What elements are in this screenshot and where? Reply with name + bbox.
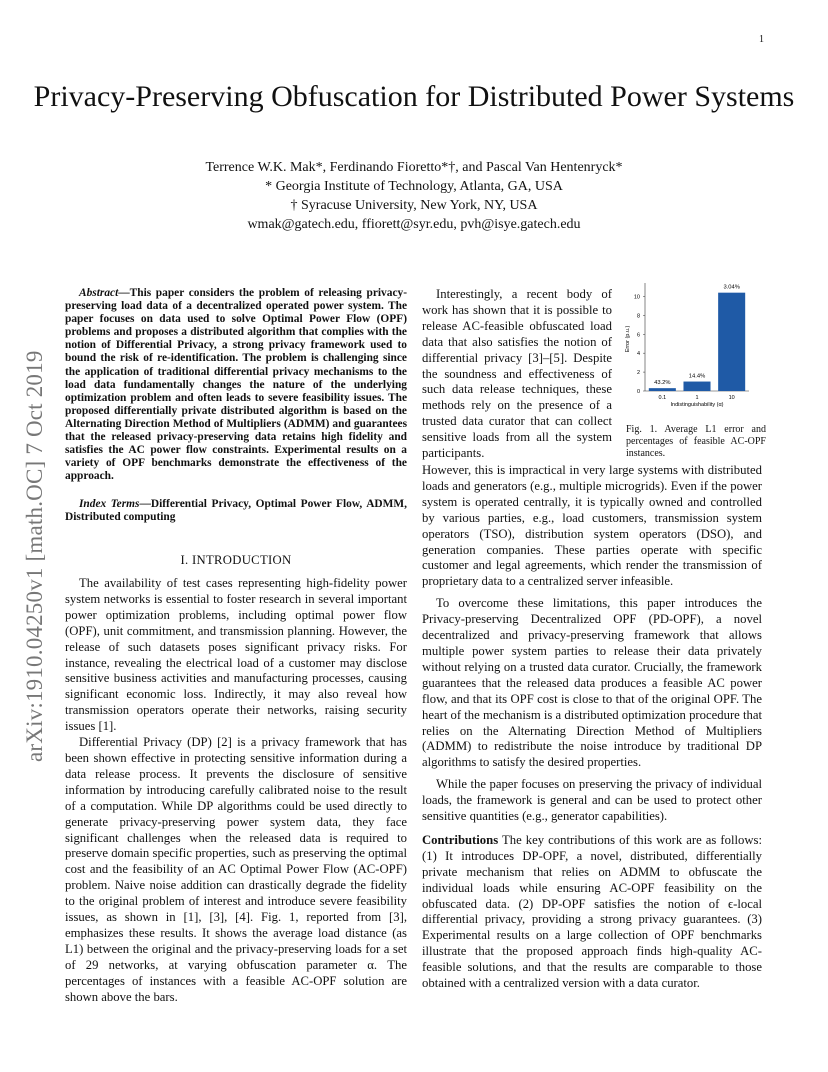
y-axis-label: Error (p.u.) [625, 325, 631, 353]
arxiv-stamp-text: arXiv:1910.04250v1 [math.OC] 7 Oct 2019 [22, 350, 47, 762]
bar-data-label: 14.4% [688, 373, 706, 380]
intro-paragraph-1: The availability of test cases representing high-fidelity power system networks is essential to foster research in several important power optimization problems, including optimal power flow (OPF), unit commitment, and transmission planning. However, the release of such datasets poses significant privacy risks. For instance, revealing the electrical load of a customer may disclose sensitive business activities and manufacturing processes, causing significant economic loss. Indirectly, it may also reveal how transmission operators operate their networks, raising security issues [1]. [65, 576, 407, 734]
bar-1 [683, 382, 710, 391]
bar-data-label: 43.2% [654, 380, 671, 387]
y-tick-label: 2 [636, 370, 640, 377]
y-tick-label: 0 [636, 389, 640, 395]
index-terms [65, 498, 407, 524]
figure-caption: Fig. 1. Average L1 error and percentages of feasible AC-OPF instances. [626, 424, 766, 459]
author-names: Terrence W.K. Mak*, Ferdinando Fioretto*†, and Pascal Van Hentenryck* [205, 160, 623, 175]
contributions-text: The key contributions of this work are as follows: (1) It introduces DP-OPF, a novel, distributed, differentially private mechanism that relies on ADMM to obfuscate the individual loads while ensuring AC-OPF feasibility on the obfuscated data. (2) DP-OPF satisfies the notion of ϵ-local differential privacy, providing a strong privacy guarantees. (3) Experimental results on a large collection of OPF benchmarks illustrate that the proposed approach finds high-quality AC-feasible solutions, and that the results are comparable to those obtained with a centralized version with a data curator. [422, 832, 762, 991]
y-tick-label: 10 [633, 294, 640, 301]
y-tick-label: 6 [636, 332, 640, 339]
author-block [0, 158, 828, 234]
page-number: 1 [759, 34, 764, 45]
bar-0.1 [649, 388, 676, 391]
intro-paragraph-2: Differential Privacy (DP) [2] is a privacy framework that has been shown effective in protecting sensitive information during a data release process. It prevents the disclosure of sensitive information by introducing carefully calibrated noise to the result of a computation. While DP algorithms could be used directly to generate privacy-preserving power system data, they face significant challenges when the released data is required to preserve domain specific properties, such as preserving the optimal cost and the feasibility of an AC Optimal Power Flow (AC-OPF) problem. Naive noise addition can drastically degrade the fidelity to the original problem of interest and introduce severe feasibility issues, as shown in [1], [3], [4]. Fig. 1, reported from [3], emphasizes these results. It shows the average load distance (as L1) between the original and the privacy-preserving loads for a set of 29 networks, at varying obfuscation parameter α. The percentages of instances with a feasible AC-OPF solution are shown above the bars. [65, 735, 407, 1004]
y-tick-label: 4 [636, 351, 640, 358]
x-tick-label: 10 [728, 395, 735, 401]
index-terms-label: Index Terms [79, 498, 140, 510]
affiliation-1: * Georgia Institute of Technology, Atlanta, GA, USA [265, 179, 563, 194]
right-paragraph-1: However, this is impractical in very large systems with distributed loads and generators (e.g., multiple microgrids). Even if the power system is operated centrally, it is typically owned and controlled by various parties, e.g., load customers, transmission system operators (TSO), distribution system operators (DSO), and generation companies. These parties operate with specific customer and legal agreements, which render the transmission of proprietary data to a centralized server infeasible. [422, 463, 762, 589]
x-axis-label: Indistinguishability (α) [670, 402, 724, 408]
abstract-text: —This paper considers the problem of releasing privacy-preserving load data of a decentralized operated power system. The paper focuses on data used to solve Optimal Power Flow (OPF) problems and proposes a distributed algorithm that complies with the notion of Differential Privacy, a strong privacy framework used to bound the risk of re-identification. The problem is challenging since the application of traditional differential privacy mechanisms to the load data fundamentally changes the nature of the underlying optimization problem and often leads to severe feasibility issues. The proposed differentially private distributed algorithm is based on the Alternating Direction Method of Multipliers (ADMM) and guarantees that the released privacy-preserving data retains high fidelity and satisfies the AC power flow constraints. Experimental results on a variety of OPF benchmarks demonstrate the effectiveness of the approach. [65, 287, 407, 483]
index-terms-text: —Differential Privacy, Optimal Power Flow, ADMM, Distributed computing [65, 498, 407, 524]
paper-title: Privacy-Preserving Obfuscation for Distributed Power Systems [33, 80, 795, 113]
arxiv-stamp [22, 272, 48, 762]
right-paragraph-3: While the paper focuses on preserving the privacy of individual loads, the framework is general and can be used to protect other sensitive quantities (e.g., generator capabilities). [422, 777, 762, 824]
figure-1-chart [615, 275, 765, 415]
right-paragraph-2: To overcome these limitations, this paper introduces the Privacy-preserving Decentralized OPF (PD-OPF), a novel decentralized and privacy-preserving framework that allows multiple power system parties to release their data privately without relying on a trusted data curator. Crucially, the framework guarantees that the released data produces a feasible AC power flow, and that its OPF cost is close to that of the original OPF. The heart of the mechanism is a distributed optimization procedure that relies on the Alternating Direction Method of Multipliers (ADMM) to redistribute the noise introduce by traditional DP algorithms to satisfy the desired properties. [422, 596, 762, 770]
section-heading: I. INTRODUCTION [180, 553, 292, 567]
author-emails: wmak@gatech.edu, ffiorett@syr.edu, pvh@isye.gatech.edu [247, 217, 581, 232]
affiliation-2: † Syracuse University, New York, NY, USA [290, 198, 538, 213]
abstract [65, 287, 407, 483]
right-wrap-paragraph: Interestingly, a recent body of work has shown that it is possible to release AC-feasible obfuscated load data that also satisfies the notion of differential privacy [3]–[5]. Despite the soundness and effectiveness of such data release techniques, these methods rely on the presence of a trusted data curator that can collect sensitive loads from all the system participants. [422, 287, 612, 461]
x-tick-label: 1 [695, 395, 699, 401]
contributions-paragraph [422, 833, 762, 992]
intro-left-column [65, 576, 407, 1005]
bar-data-label: 3.04% [723, 284, 740, 291]
intro-right-column [422, 463, 762, 992]
y-tick-label: 8 [636, 313, 640, 320]
abstract-label: Abstract [79, 287, 119, 299]
contributions-label: Contributions [422, 832, 499, 847]
x-tick-label: 0.1 [658, 395, 667, 401]
bar-10 [718, 293, 745, 391]
